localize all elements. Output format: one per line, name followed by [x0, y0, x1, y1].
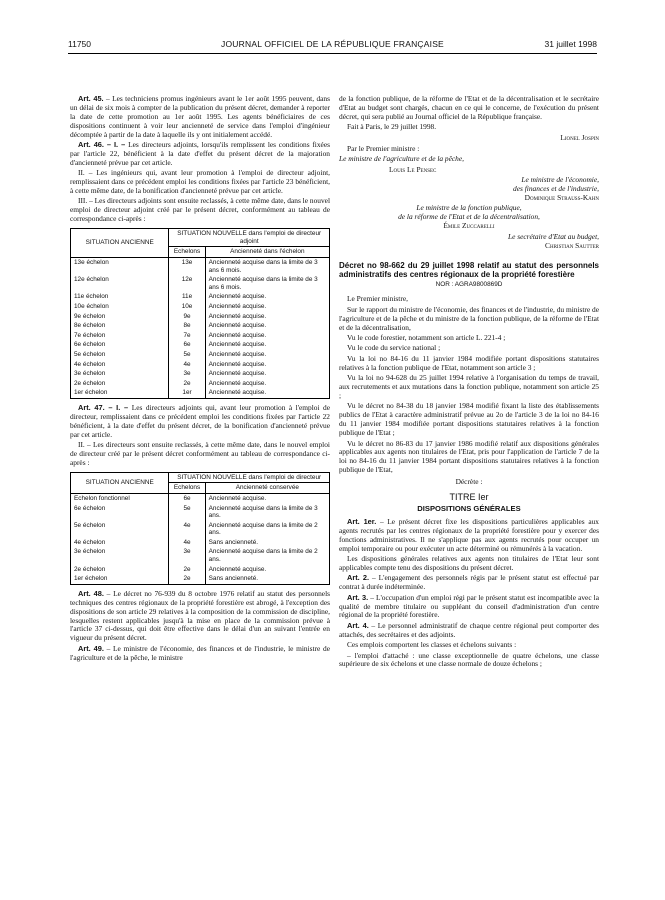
section-heading: DISPOSITIONS GÉNÉRALES — [417, 503, 521, 513]
cell-echelon: 10e — [169, 302, 205, 312]
cell-anciennete: Ancienneté acquise. — [205, 292, 329, 302]
table-row — [71, 321, 330, 331]
column-header-anciennete: Ancienneté conservée — [205, 483, 329, 494]
signature-public-service: Émile Zuccarelli — [443, 221, 495, 231]
table-row — [71, 521, 330, 538]
cell-echelon: 4e — [169, 538, 205, 548]
article-label: Art. 2. — [347, 573, 370, 583]
nor-reference: NOR : AGRA9800869D — [435, 280, 503, 288]
column-header-new: SITUATION NOUVELLE dans l'emploi de directeur — [169, 472, 330, 483]
cell-anciennete: Ancienneté acquise. — [205, 331, 329, 341]
article-3: Art. 3. – L'occupation d'un emploi régi par le présent statut est incompatible avec la qualité de membre titulaire ou suppléant du conseil d'administration d'un centre régional de la propriété forestière. — [339, 592, 599, 620]
table-row — [71, 493, 330, 503]
cell-echelon: 6e — [169, 493, 205, 503]
column-header-new: SITUATION NOUVELLE dans l'emploi de directeur adjoint — [169, 229, 330, 247]
table-row — [71, 292, 330, 302]
signature-agriculture: Louis Le Pensec — [389, 164, 437, 174]
decrete: Décrète : — [455, 477, 483, 487]
cell-anciennete: Ancienneté acquise dans la limite de 3 ans 6 mois. — [205, 275, 329, 292]
cell-anciennete: Ancienneté acquise dans la limite de 3 ans. — [205, 504, 329, 521]
cell-old-situation: 3e échelon — [71, 369, 169, 379]
cell-old-situation: 7e échelon — [71, 331, 169, 341]
cell-old-situation: 4e échelon — [71, 538, 169, 548]
article-label: Art. 48. — [78, 588, 104, 598]
cell-anciennete: Ancienneté acquise. — [205, 302, 329, 312]
table-row — [71, 257, 330, 275]
issue-date: 31 juillet 1998 — [544, 39, 597, 49]
table-row — [71, 331, 330, 341]
signature-intro: Par le Premier ministre : — [347, 144, 420, 154]
article-label: Art. 45. — [78, 94, 104, 103]
cell-echelon: 2e — [169, 565, 205, 575]
article-4: Art. 4. – Le personnel administratif de chaque centre régional peut comporter des attachés, des secrétaires et des adjoints. — [339, 620, 599, 639]
cell-anciennete: Ancienneté acquise dans la limite de 2 ans. — [205, 521, 329, 538]
decree-title: Décret no 98-662 du 29 juillet 1998 relatif au statut des personnels administratifs des centres régionaux de la propriété forestière — [339, 260, 599, 279]
article-46-iii: III. – Les directeurs adjoints sont ensuite reclassés, à cette même date, dans le nouvel emploi de directeur adjoint créé par le présent décret, conformément au tableau de correspondance ci-après : — [70, 196, 330, 224]
cell-echelon: 9e — [169, 312, 205, 322]
article-48: Art. 48. – Le décret no 76-939 du 8 octobre 1976 relatif au statut des personnels techniques des centres régionaux de la propriété forestière est abrogé, à l'exception des dispositions de son article 29 relatives à la composition de la commission de discipline, lesquelles restent applicables jusqu'à la mise en place de la commission prévue à l'article 37 ci-dessus, qui doit être effective dans le délai d'un an suivant l'entrée en vigueur du présent décret. — [70, 588, 330, 643]
page-number: 11750 — [68, 39, 92, 49]
visa: Vu la loi no 84-16 du 11 janvier 1984 modifiée portant dispositions statutaires relatives à la fonction publique de l'Etat, notamment son article 3 ; — [339, 353, 599, 372]
cell-old-situation: 13e échelon — [71, 257, 169, 275]
table-row — [71, 302, 330, 312]
cell-echelon: 13e — [169, 257, 205, 275]
article-47: Art. 47. – I. – Les directeurs adjoints qui, avant leur promotion à l'emploi de directeur, remplissaient dans ce précédent emploi les conditions fixées par l'article 22 bénéficient, à la date d'effet du présent décret, de la bonification d'ancienneté prévue par cet article. — [70, 402, 330, 439]
cell-anciennete: Ancienneté acquise dans la limite de 3 ans 6 mois. — [205, 257, 329, 275]
visa: Vu le code forestier, notamment son article L. 221-4 ; — [347, 333, 506, 343]
cell-echelon: 2e — [169, 379, 205, 389]
cell-old-situation: 2e échelon — [71, 379, 169, 389]
article-4-p2: Ces emplois comportent les classes et échelons suivants : — [347, 640, 517, 650]
cell-anciennete: Ancienneté acquise. — [205, 350, 329, 360]
cell-old-situation: 4e échelon — [71, 360, 169, 370]
cell-old-situation: 6e échelon — [71, 340, 169, 350]
cell-old-situation: 5e échelon — [71, 350, 169, 360]
article-2: Art. 2. – L'engagement des personnels régis par le présent statut est effectué par contrat à durée indéterminée. — [339, 573, 599, 592]
column-header-old: SITUATION ANCIENNE — [71, 472, 169, 493]
table-row — [71, 504, 330, 521]
cell-echelon: 11e — [169, 292, 205, 302]
cell-echelon: 5e — [169, 350, 205, 360]
table-row — [71, 379, 330, 389]
cell-anciennete: Sans ancienneté. — [205, 574, 329, 584]
minister-public-service: Le ministre de la fonction publique, — [416, 203, 522, 213]
header-rule — [68, 53, 597, 54]
column-header-echelons: Echelons — [169, 483, 205, 494]
cell-echelon: 4e — [169, 521, 205, 538]
table-row — [71, 538, 330, 548]
article-label: Art. 49. — [78, 643, 104, 653]
article-label: Art. 3. — [347, 592, 369, 602]
visa: Vu le décret no 86-83 du 17 janvier 1986 modifié relatif aux dispositions générales applicables aux agents non titulaires de l'Etat, pris pour l'application de l'article 7 de la loi no 84-16 du 11 janvier 1984 portant dispositions statutaires relatives à la fonction publique de l'Etat, — [339, 438, 599, 475]
table-row — [71, 360, 330, 370]
table-row — [71, 350, 330, 360]
cell-old-situation: Echelon fonctionnel — [71, 493, 169, 503]
cell-anciennete: Ancienneté acquise. — [205, 369, 329, 379]
left-column — [70, 95, 330, 664]
article-4-item: – l'emploi d'attaché : une classe exceptionnelle de quatre échelons, une classe supérieure de six échelons et une classe normale de douze échelons ; — [339, 650, 599, 669]
title-heading: TITRE Ier — [449, 492, 489, 503]
article-label: Art. 1er. — [347, 516, 377, 526]
cell-anciennete: Ancienneté acquise. — [205, 360, 329, 370]
table-row — [71, 547, 330, 564]
minister-economy: Le ministre de l'économie, — [521, 175, 599, 185]
cell-old-situation: 2e échelon — [71, 565, 169, 575]
cell-echelon: 12e — [169, 275, 205, 292]
cell-old-situation: 1er échelon — [71, 574, 169, 584]
column-header-echelons: Echelons — [169, 247, 205, 258]
article-label: Art. 4. — [347, 620, 369, 630]
cell-old-situation: 9e échelon — [71, 312, 169, 322]
table-row — [71, 388, 330, 398]
cell-old-situation: 11e échelon — [71, 292, 169, 302]
right-column — [339, 95, 599, 671]
secretary-budget: Le secrétaire d'Etat au budget, — [507, 231, 599, 241]
signature-budget: Christian Sautter — [545, 240, 599, 250]
article-46-ii: II. – Les ingénieurs qui, avant leur promotion à l'emploi de directeur adjoint, remplissaient dans ce précédent emploi les conditions fixées par l'article 23 bénéficient, à cette même date, de la bonification d'ancienneté prévue par cet article. — [70, 168, 330, 196]
cell-echelon: 8e — [169, 321, 205, 331]
column-header-old: SITUATION ANCIENNE — [71, 229, 169, 258]
cell-anciennete: Ancienneté acquise. — [205, 321, 329, 331]
minister-agriculture: Le ministre de l'agriculture et de la pêche, — [339, 154, 465, 164]
cell-echelon: 6e — [169, 340, 205, 350]
cell-old-situation: 3e échelon — [71, 547, 169, 564]
journal-title: JOURNAL OFFICIEL DE LA RÉPUBLIQUE FRANÇAISE — [221, 39, 444, 49]
article-49: Art. 49. – Le ministre de l'économie, des finances et de l'industrie, le ministre de l'agriculture et de la pêche, le ministre — [70, 643, 330, 662]
cell-anciennete: Ancienneté acquise. — [205, 340, 329, 350]
table-row — [71, 574, 330, 584]
prime-minister-line: Le Premier ministre, — [347, 294, 408, 304]
cell-old-situation: 1er échelon — [71, 388, 169, 398]
correspondence-table-2 — [70, 472, 330, 585]
visa: Vu le code du service national ; — [347, 343, 441, 353]
cell-anciennete: Ancienneté acquise dans la limite de 2 ans. — [205, 547, 329, 564]
cell-anciennete: Ancienneté acquise. — [205, 493, 329, 503]
signature-prime-minister: Lionel Jospin — [560, 133, 599, 143]
cell-old-situation: 12e échelon — [71, 275, 169, 292]
table-row — [71, 340, 330, 350]
cell-old-situation: 5e échelon — [71, 521, 169, 538]
article-1: Art. 1er. – Le présent décret fixe les dispositions particulières applicables aux agents recrutés par les centres régionaux de la propriété forestière pour y exercer des fonctions administratives. Il ne s'applique pas aux agents recrutés pour occuper un emploi temporaire ou pour exécuter un acte déterminé ou rémunérés à la vacation. — [339, 516, 599, 553]
cell-old-situation: 8e échelon — [71, 321, 169, 331]
cell-echelon: 3e — [169, 547, 205, 564]
visa: Vu la loi no 94-628 du 25 juillet 1994 relative à l'organisation du temps de travail, aux recrutements et aux mutations dans la fonction publique, notamment son article 25 ; — [339, 373, 599, 400]
cell-anciennete: Sans ancienneté. — [205, 538, 329, 548]
article-1-p2: Les dispositions générales relatives aux agents non titulaires de l'Etat leur sont applicables compte tenu des dispositions du présent décret. — [339, 553, 599, 572]
cell-echelon: 5e — [169, 504, 205, 521]
cell-echelon: 1er — [169, 388, 205, 398]
article-45: Art. 45. – Les techniciens promus ingénieurs avant le 1er août 1995 peuvent, dans un délai de six mois à compter de la publication du présent décret, demander à reporter la date de cette promotion au 1er août 1995. Les agents bénéficiaires de ces dispositions continuent à voir leur ancienneté de service dans l'emploi d'ingénieur décomptée à partir de la date à laquelle ils y ont initialement accédé. — [70, 94, 330, 139]
cell-anciennete: Ancienneté acquise. — [205, 312, 329, 322]
cell-echelon: 4e — [169, 360, 205, 370]
minister-economy-line2: des finances et de l'industrie, — [513, 184, 599, 194]
correspondence-table-1 — [70, 228, 330, 399]
cell-old-situation: 10e échelon — [71, 302, 169, 312]
table-row — [71, 369, 330, 379]
article-47-ii: II. – Les directeurs sont ensuite reclassés, à cette même date, dans le nouvel emploi de directeur créé par le présent décret conformément au tableau de correspondance ci-après : — [70, 440, 330, 467]
cell-anciennete: Ancienneté acquise. — [205, 388, 329, 398]
cell-echelon: 7e — [169, 331, 205, 341]
cell-anciennete: Ancienneté acquise. — [205, 379, 329, 389]
article-label: Art. 46. — [78, 140, 104, 150]
cell-old-situation: 6e échelon — [71, 504, 169, 521]
article-46: Art. 46. – I. – Les directeurs adjoints, lorsqu'ils remplissent les conditions fixées par l'article 22, bénéficient à la date d'effet du présent décret de la majoration d'ancienneté prévue par cet article. — [70, 140, 330, 167]
signature-place-date: Fait à Paris, le 29 juillet 1998. — [347, 122, 437, 132]
cell-echelon: 3e — [169, 369, 205, 379]
article-49-continued: de la fonction publique, de la réforme de l'Etat et de la décentralisation et le secrétaire d'Etat au budget sont chargés, chacun en ce qui le concerne, de l'exécution du présent décret, qui sera publié au Journal officiel de la République française. — [339, 94, 599, 121]
article-label: Art. 47. — [78, 402, 105, 412]
cell-echelon: 2e — [169, 574, 205, 584]
table-row — [71, 312, 330, 322]
page-header — [68, 39, 597, 51]
visa: Sur le rapport du ministre de l'économie, des finances et de l'industrie, du ministre de l'agriculture et de la pêche et du ministre de la fonction publique, de la réforme de l'Etat et de la décentralisation, — [339, 304, 599, 332]
table-row — [71, 275, 330, 292]
column-header-anciennete: Ancienneté dans l'échelon — [205, 247, 329, 258]
visa: Vu le décret no 84-38 du 18 janvier 1984 modifié fixant la liste des établissements publics de l'Etat à caractère administratif prévue au 2o de l'article 3 de la loi no 84-16 du 11 janvier 1984 modifiée portant dispositions statutaires relatives à la fonction publique de l'Etat ; — [339, 401, 599, 438]
cell-anciennete: Ancienneté acquise. — [205, 565, 329, 575]
table-row — [71, 565, 330, 575]
minister-public-service-line2: de la réforme de l'Etat et de la décentralisation, — [398, 212, 540, 222]
signature-economy: Dominique Strauss-Kahn — [524, 193, 599, 203]
